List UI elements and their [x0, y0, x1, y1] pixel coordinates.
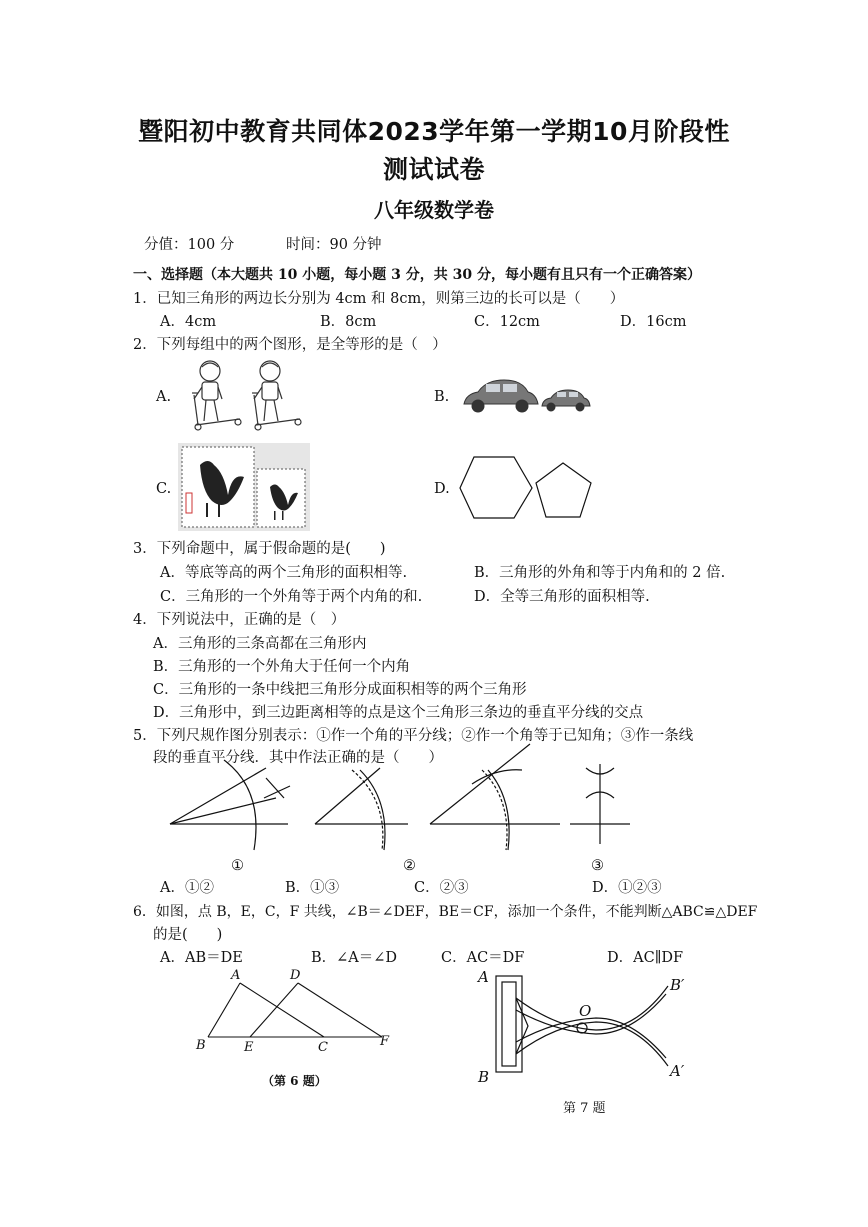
- question-4-stem: 4．下列说法中，正确的是（ ）: [133, 612, 346, 628]
- time-info: 时间：90 分钟: [286, 237, 382, 253]
- triangles-figure: [200, 975, 390, 1045]
- point-e-label: E: [244, 1040, 254, 1055]
- point-f-label: F: [380, 1034, 390, 1049]
- question-5-stem-line1: 5．下列尺规作图分别表示：①作一个角的平分线；②作一个角等于已知角；③作一条线: [133, 728, 694, 744]
- section-heading: 一、选择题（本大题共 10 小题，每小题 3 分，共 30 分，每小题有且只有一个正确答案）: [133, 267, 701, 283]
- question-3-option-c: C．三角形的一个外角等于两个内角的和.: [160, 589, 423, 605]
- question-4-option-b: B．三角形的一个外角大于任何一个内角: [153, 659, 411, 675]
- question-5-option-a: A．①②: [160, 880, 214, 896]
- hexagon-pentagon-figure: [458, 455, 598, 521]
- question-3-option-a: A．等底等高的两个三角形的面积相等.: [160, 565, 408, 581]
- question-6-option-d: D．AC∥DF: [607, 950, 684, 966]
- point-a-clamp-label: A: [478, 968, 489, 986]
- question-2-stem: 2．下列每组中的两个图形，是全等形的是（ ）: [133, 337, 447, 353]
- question-2-option-d: D.: [434, 481, 450, 497]
- score-info: 分值：100 分: [144, 237, 235, 253]
- point-b-prime-label: B′: [670, 976, 685, 994]
- construction-figures: [170, 740, 650, 852]
- figure-label-3: ③: [591, 858, 604, 874]
- question-4-option-c: C．三角形的一条中线把三角形分成面积相等的两个三角形: [153, 682, 527, 698]
- question-1-option-c: C．12cm: [474, 314, 540, 330]
- question-5-stem-line2: 段的垂直平分线．其中作法正确的是（ ）: [153, 750, 443, 766]
- point-b-label: B: [196, 1038, 206, 1053]
- figure-label-2: ②: [403, 858, 416, 874]
- question-4-option-d: D．三角形中，到三边距离相等的点是这个三角形三条边的垂直平分线的交点: [153, 705, 644, 721]
- question-1-option-d: D．16cm: [620, 314, 687, 330]
- question-1-stem: 1．已知三角形的两边长分别为 4cm 和 8cm，则第三边的长可以是（ ）: [133, 291, 625, 307]
- question-1-option-b: B．8cm: [320, 314, 377, 330]
- question-3-option-d: D．全等三角形的面积相等.: [474, 589, 650, 605]
- question-4-option-a: A．三角形的三条高都在三角形内: [153, 636, 367, 652]
- question-6-stem-line1: 6．如图，点 B，E，C，F 共线，∠B＝∠DEF，BE＝CF，添加一个条件，不能判断△ABC≌△DEF: [133, 904, 758, 920]
- figure-7-caption: 第 7 题: [563, 1101, 606, 1116]
- exam-subtitle: 八年级数学卷: [374, 198, 494, 222]
- figure-6-caption: （第 6 题）: [262, 1074, 327, 1088]
- question-2-option-a: A.: [156, 389, 172, 405]
- point-o-label: O: [579, 1002, 592, 1020]
- clamp-figure: [490, 970, 680, 1082]
- question-6-option-a: A．AB＝DE: [160, 950, 243, 966]
- question-6-option-c: C．AC＝DF: [441, 950, 525, 966]
- question-3-stem: 3．下列命题中，属于假命题的是( ): [133, 541, 386, 557]
- exam-title-line1: 暨阳初中教育共同体2023学年第一学期10月阶段性: [138, 117, 730, 146]
- point-b-clamp-label: B: [478, 1068, 490, 1086]
- rooster-stamps-figure: [178, 443, 310, 531]
- two-cars-figure: [460, 378, 592, 414]
- question-5-option-b: B．①③: [285, 880, 340, 896]
- point-a-label: A: [231, 968, 241, 983]
- question-5-option-c: C．②③: [414, 880, 469, 896]
- question-1-option-a: A．4cm: [160, 314, 217, 330]
- question-2-option-c: C.: [156, 481, 172, 497]
- scooter-kids-figure: [180, 355, 310, 435]
- question-2-option-b: B.: [434, 389, 450, 405]
- figure-label-1: ①: [231, 858, 244, 874]
- exam-title-line2: 测试试卷: [382, 155, 485, 184]
- point-d-label: D: [290, 968, 301, 983]
- question-3-option-b: B．三角形的外角和等于内角和的 2 倍.: [474, 565, 726, 581]
- point-c-label: C: [318, 1040, 328, 1055]
- question-6-option-b: B．∠A＝∠D: [311, 950, 398, 966]
- question-6-stem-line2: 的是( ): [153, 927, 223, 943]
- point-a-prime-label: A′: [670, 1062, 685, 1080]
- question-5-option-d: D．①②③: [592, 880, 662, 896]
